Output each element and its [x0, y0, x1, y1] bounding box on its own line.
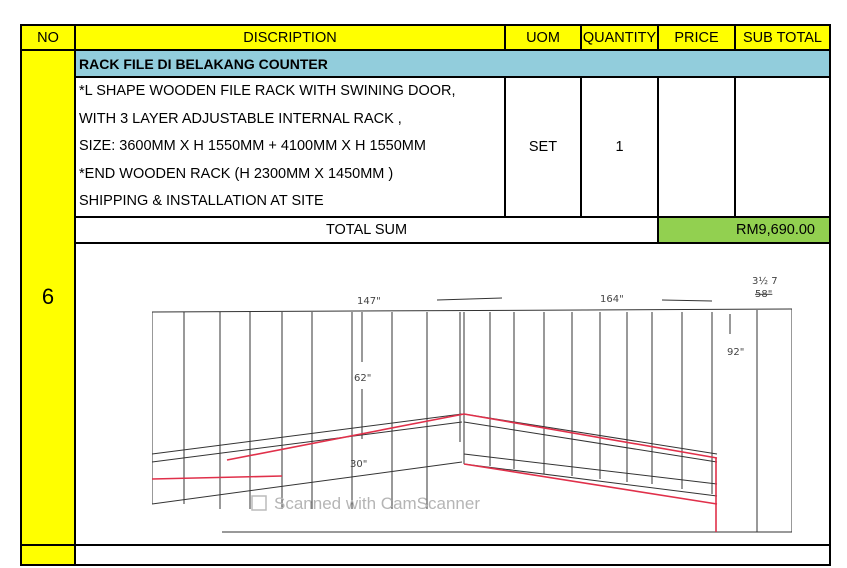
dim-top-right: 3½ 7: [752, 275, 778, 287]
sketch-image: [75, 243, 830, 545]
dim-right-width: 164": [600, 293, 624, 305]
item-price: [658, 77, 735, 217]
dim-height-upper: 62": [354, 372, 372, 384]
header-uom: UOM: [505, 25, 581, 50]
camscanner-watermark: [252, 494, 480, 513]
item-uom: SET: [505, 77, 581, 217]
dim-height-lower: 30": [350, 458, 368, 470]
camscanner-icon: [252, 496, 266, 510]
item-quantity: 1: [581, 77, 658, 217]
total-label: TOTAL SUM: [75, 217, 658, 243]
header-price: PRICE: [658, 25, 735, 50]
total-value: RM9,690.00: [658, 217, 830, 243]
dim-left-width: 147": [357, 295, 381, 307]
sketch-row: [21, 243, 830, 545]
next-row-content: [75, 545, 830, 565]
header-row: [21, 25, 830, 50]
description-line: WITH 3 LAYER ADJUSTABLE INTERNAL RACK ,: [79, 110, 402, 127]
item-title: RACK FILE DI BELAKANG COUNTER: [75, 50, 830, 77]
quotation-table: [20, 24, 831, 566]
next-row-no: [21, 545, 75, 565]
header-sub-total: SUB TOTAL: [735, 25, 830, 50]
item-sub-total: [735, 77, 830, 217]
rack-sketch: [152, 264, 792, 539]
description-line: SIZE: 3600MM X H 1550MM + 4100MM X H 1550MM: [79, 138, 426, 154]
dim-top-right-struck: 58": [755, 288, 773, 300]
header-description: DISCRIPTION: [75, 25, 505, 50]
header-quantity: QUANTITY: [581, 25, 658, 50]
item-number: 6: [21, 50, 75, 545]
item-description: [75, 77, 505, 217]
total-row: [21, 217, 830, 243]
description-line: *END WOODEN RACK (H 2300MM X 1450MM ): [79, 165, 394, 182]
dim-right-height: 92": [727, 346, 745, 358]
next-row: [21, 545, 830, 565]
item-title-row: [21, 50, 830, 77]
header-no: NO: [21, 25, 75, 50]
item-detail-row: [21, 77, 830, 217]
description-line: *L SHAPE WOODEN FILE RACK WITH SWINING DOOR,: [79, 83, 456, 99]
watermark-text: Scanned with CamScanner: [274, 493, 481, 513]
description-line: SHIPPING & INSTALLATION AT SITE: [79, 193, 324, 209]
